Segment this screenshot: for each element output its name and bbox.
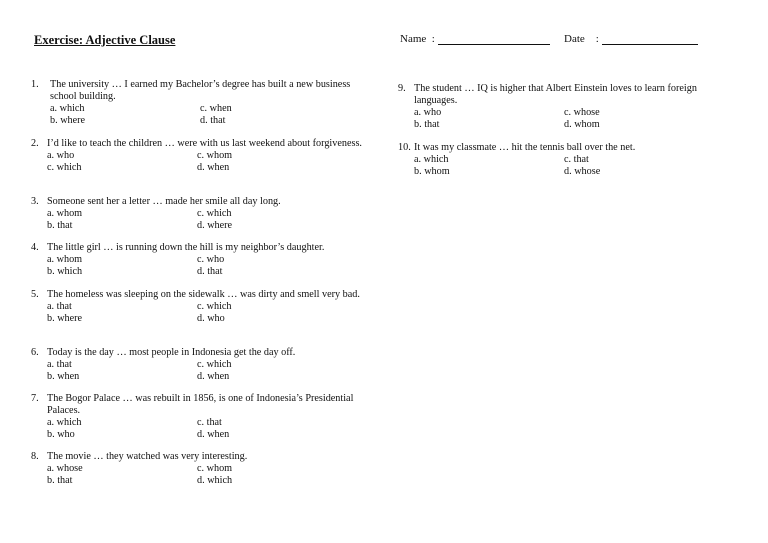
option-d: d. who xyxy=(197,313,225,324)
question-10 xyxy=(398,142,728,178)
option-a: a. that xyxy=(47,301,72,312)
option-c: c. that xyxy=(197,417,222,428)
question-text: The student … IQ is higher that Albert Einstein loves to learn foreign languages. xyxy=(414,83,697,106)
question-5 xyxy=(31,289,366,325)
question-4 xyxy=(31,242,366,278)
option-a: a. whom xyxy=(47,208,83,219)
question-2 xyxy=(31,138,366,174)
page-title: Exercise: Adjective Clause xyxy=(34,33,176,47)
question-number: 6. xyxy=(31,347,39,358)
option-d: d. whom xyxy=(564,119,600,130)
option-a: a. which xyxy=(47,417,82,428)
option-a: a. whose xyxy=(47,463,83,474)
option-c: c. which xyxy=(197,301,232,312)
option-a: a. which xyxy=(50,103,85,114)
question-number: 1. xyxy=(31,79,39,90)
question-7 xyxy=(31,393,366,441)
option-b: b. that xyxy=(47,475,73,486)
question-9 xyxy=(398,83,728,131)
question-number: 8. xyxy=(31,451,39,462)
option-d: d. which xyxy=(197,475,233,486)
question-text: The university … I earned my Bachelor’s degree has built a new business school building. xyxy=(50,79,351,102)
option-a: a. who xyxy=(47,150,75,161)
date-label: Date : xyxy=(564,33,599,45)
name-blank-line[interactable] xyxy=(438,34,550,45)
question-text: The Bogor Palace … was rebuilt in 1856, is one of Indonesia’s Presidential Palaces. xyxy=(47,393,354,416)
option-a: a. whom xyxy=(47,254,83,265)
question-text: The little girl … is running down the hill is my neighbor’s daughter. xyxy=(47,242,325,253)
question-text: I’d like to teach the children … were with us last weekend about forgiveness. xyxy=(47,138,362,149)
option-c: c. whose xyxy=(564,107,600,118)
option-a: a. which xyxy=(414,154,449,165)
question-number: 2. xyxy=(31,138,39,149)
name-field xyxy=(400,33,550,45)
option-d: d. when xyxy=(197,162,230,173)
question-number: 7. xyxy=(31,393,39,404)
question-number: 4. xyxy=(31,242,39,253)
option-d: d. when xyxy=(197,371,230,382)
question-number: 9. xyxy=(398,83,406,94)
option-c: c. that xyxy=(564,154,589,165)
question-8 xyxy=(31,451,366,487)
question-text: The movie … they watched was very interesting. xyxy=(47,451,248,462)
option-a: a. who xyxy=(414,107,442,118)
option-b: b. when xyxy=(47,371,80,382)
option-b: b. that xyxy=(47,220,73,231)
question-number: 10. xyxy=(398,142,411,153)
question-6 xyxy=(31,347,366,383)
option-a: a. that xyxy=(47,359,72,370)
option-b: b. which xyxy=(47,266,83,277)
option-b: b. who xyxy=(47,429,75,440)
option-d: d. that xyxy=(197,266,223,277)
option-d: d. that xyxy=(200,115,226,126)
option-d: d. when xyxy=(197,429,230,440)
option-b: b. that xyxy=(414,119,440,130)
option-d: d. whose xyxy=(564,166,601,177)
question-1 xyxy=(31,79,366,127)
question-text: Someone sent her a letter … made her smile all day long. xyxy=(47,196,281,207)
option-b: b. where xyxy=(47,313,83,324)
option-c: c. which xyxy=(197,208,232,219)
option-c: c. who xyxy=(197,254,225,265)
question-number: 5. xyxy=(31,289,39,300)
option-c: c. whom xyxy=(197,463,233,474)
question-text: Today is the day … most people in Indonesia get the day off. xyxy=(47,347,296,358)
question-3 xyxy=(31,196,366,232)
option-c: c. when xyxy=(200,103,232,114)
question-text: The homeless was sleeping on the sidewalk … was dirty and smell very bad. xyxy=(47,289,360,300)
date-field xyxy=(564,33,698,45)
question-text: It was my classmate … hit the tennis ball over the net. xyxy=(414,142,636,153)
option-c: c. which xyxy=(197,359,232,370)
option-b: b. whom xyxy=(414,166,450,177)
question-number: 3. xyxy=(31,196,39,207)
option-b: b. where xyxy=(50,115,86,126)
option-c: c. which xyxy=(47,162,82,173)
option-c: c. whom xyxy=(197,150,233,161)
date-blank-line[interactable] xyxy=(602,34,698,45)
name-label: Name : xyxy=(400,33,435,45)
option-d: d. where xyxy=(197,220,233,231)
